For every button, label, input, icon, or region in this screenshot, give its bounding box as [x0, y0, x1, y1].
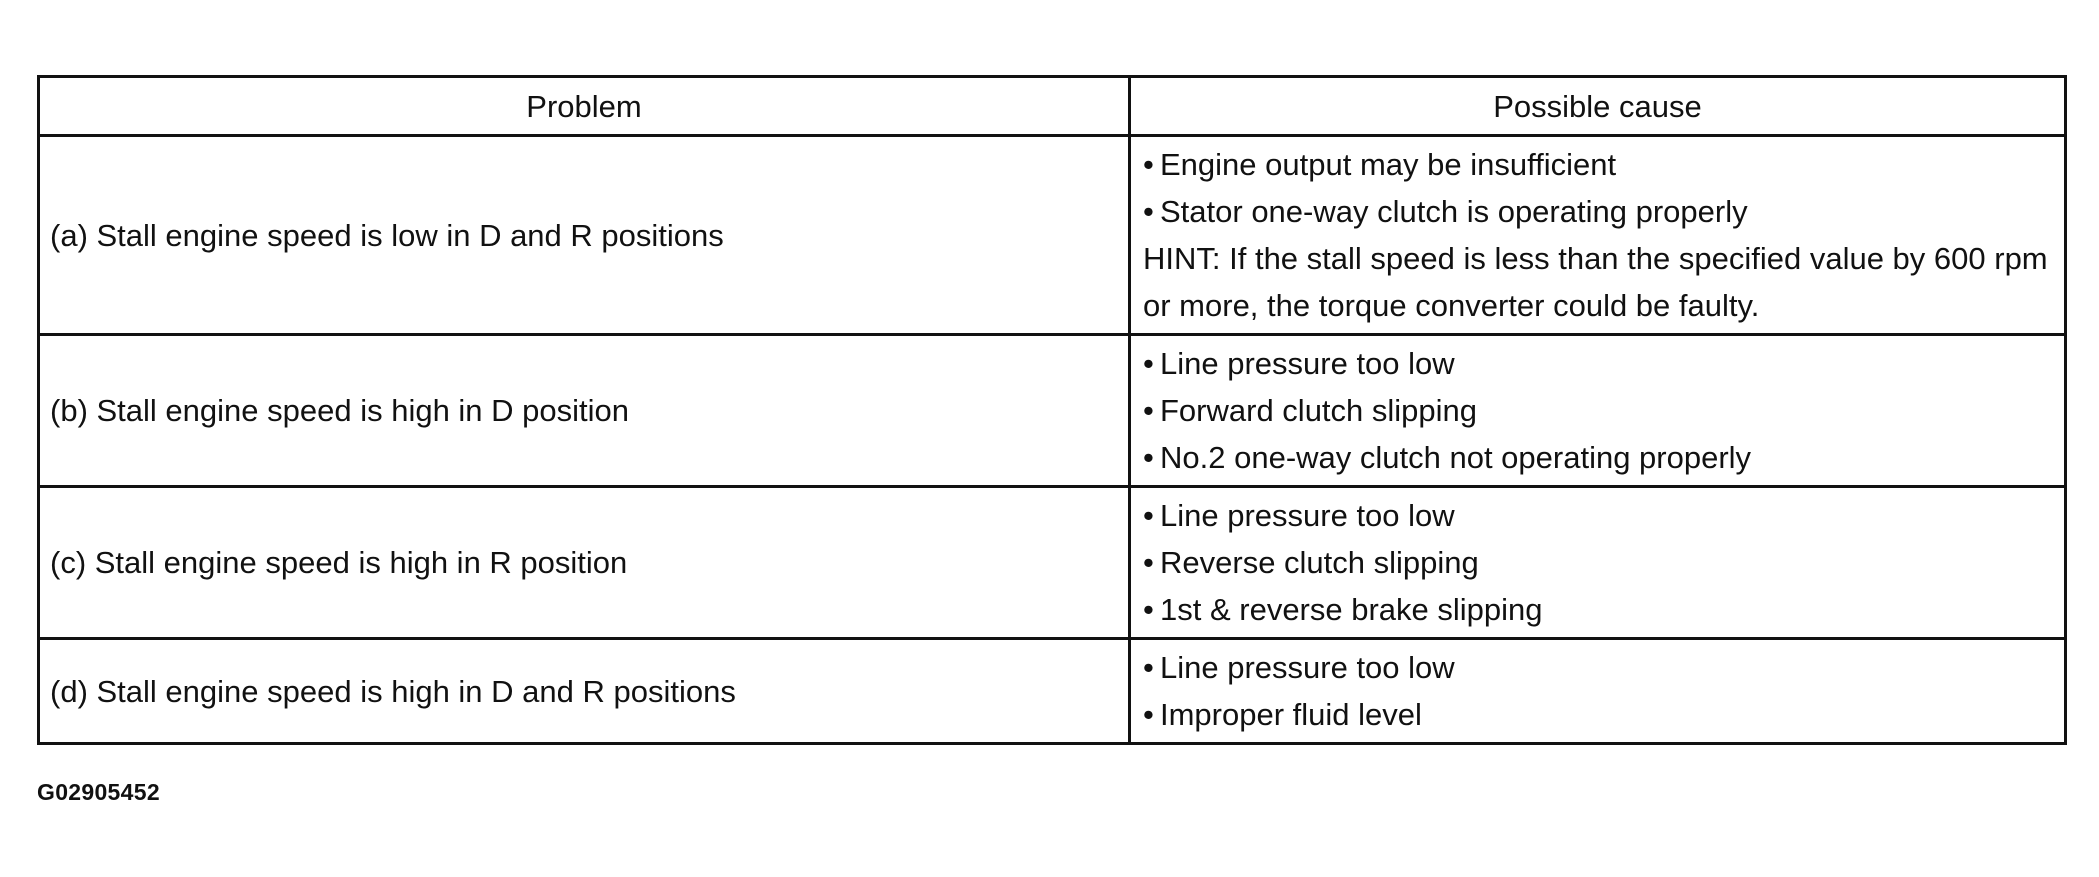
- cause-item: [1143, 340, 2056, 387]
- table-row: [39, 335, 2066, 487]
- cause-item: [1143, 188, 2056, 235]
- problem-cell: (d) Stall engine speed is high in D and R positions: [39, 639, 1130, 744]
- cause-item-text: Engine output may be insufficient: [1160, 147, 1617, 182]
- cause-item: [1143, 586, 2056, 633]
- table-header-row: [39, 77, 2066, 136]
- hint-text: HINT: If the stall speed is less than the specified value by 600 rpm or more, the torque converter could be faulty.: [1143, 241, 2048, 323]
- cause-item-text: Line pressure too low: [1160, 650, 1455, 685]
- problem-column-header: Problem: [39, 77, 1130, 136]
- bullet-icon: •: [1143, 440, 1154, 475]
- bullet-icon: •: [1143, 346, 1154, 381]
- bullet-icon: •: [1143, 194, 1154, 229]
- bullet-icon: •: [1143, 650, 1154, 685]
- problem-cell: (a) Stall engine speed is low in D and R positions: [39, 136, 1130, 335]
- bullet-icon: •: [1143, 147, 1154, 182]
- cause-item-text: No.2 one-way clutch not operating properly: [1160, 440, 1752, 475]
- cause-item: [1143, 539, 2056, 586]
- cause-item-text: Line pressure too low: [1160, 346, 1455, 381]
- bullet-icon: •: [1143, 697, 1154, 732]
- figure-code: G02905452: [37, 779, 160, 805]
- bullet-icon: •: [1143, 393, 1154, 428]
- bullet-icon: •: [1143, 498, 1154, 533]
- cause-item: [1143, 434, 2056, 481]
- cause-item-text: Reverse clutch slipping: [1160, 545, 1479, 580]
- possible-cause-cell: [1130, 335, 2066, 487]
- cause-item: [1143, 644, 2056, 691]
- bullet-icon: •: [1143, 592, 1154, 627]
- bullet-icon: •: [1143, 545, 1154, 580]
- cause-item-text: Line pressure too low: [1160, 498, 1455, 533]
- possible-cause-column-header: Possible cause: [1130, 77, 2066, 136]
- cause-item: [1143, 492, 2056, 539]
- cause-item-text: Forward clutch slipping: [1160, 393, 1478, 428]
- cause-item-text: 1st & reverse brake slipping: [1160, 592, 1543, 627]
- cause-item-text: Improper fluid level: [1160, 697, 1422, 732]
- cause-item: [1143, 387, 2056, 434]
- cause-item: [1143, 141, 2056, 188]
- table-row: [39, 487, 2066, 639]
- stall-test-table: [37, 75, 2067, 745]
- possible-cause-cell: [1130, 136, 2066, 335]
- possible-cause-cell: [1130, 639, 2066, 744]
- problem-cell: (b) Stall engine speed is high in D position: [39, 335, 1130, 487]
- possible-cause-cell: [1130, 487, 2066, 639]
- problem-cell: (c) Stall engine speed is high in R position: [39, 487, 1130, 639]
- cause-item-text: Stator one-way clutch is operating properly: [1160, 194, 1748, 229]
- table-row: [39, 136, 2066, 335]
- table-row: [39, 639, 2066, 744]
- cause-item: [1143, 691, 2056, 738]
